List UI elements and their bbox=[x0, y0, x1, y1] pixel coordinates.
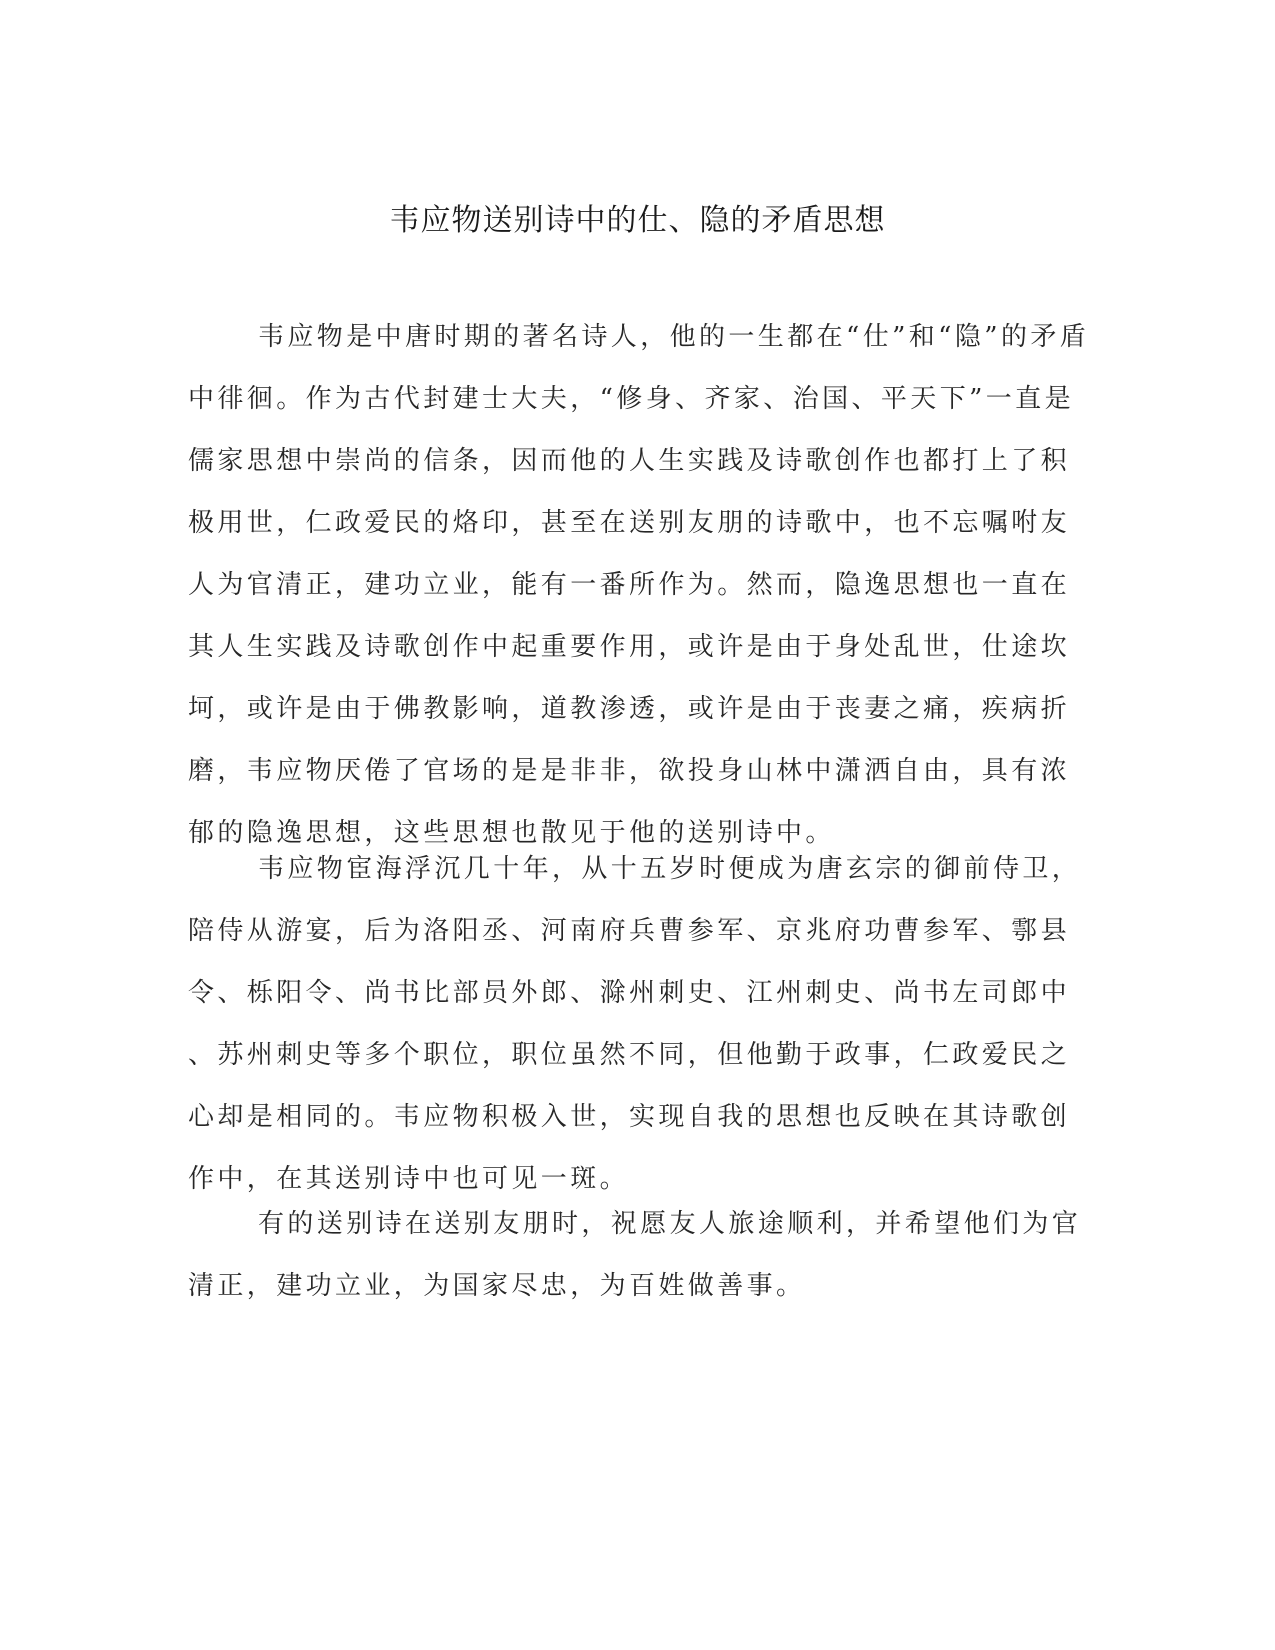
paragraph-line: 令、栎阳令、尚书比部员外郎、滁州刺史、江州刺史、尚书左司郎中 bbox=[188, 978, 1071, 1008]
paragraph-line: 韦应物宦海浮沉几十年，从十五岁时便成为唐玄宗的御前侍卫， bbox=[258, 854, 1082, 884]
paragraph-line: 作中，在其送别诗中也可见一斑。 bbox=[188, 1164, 630, 1194]
paragraph-line: 儒家思想中崇尚的信条，因而他的人生实践及诗歌创作也都打上了积 bbox=[188, 446, 1071, 476]
paragraph-line: 有的送别诗在送别友朋时，祝愿友人旅途顺利，并希望他们为官 bbox=[258, 1209, 1082, 1239]
paragraph-line: 郁的隐逸思想，这些思想也散见于他的送别诗中。 bbox=[188, 818, 835, 848]
paragraph-line: 坷，或许是由于佛教影响，道教渗透，或许是由于丧妻之痛，疾病折 bbox=[188, 694, 1071, 724]
paragraph-line: 陪侍从游宴，后为洛阳丞、河南府兵曹参军、京兆府功曹参军、鄠县 bbox=[188, 916, 1071, 946]
paragraph-line: 韦应物是中唐时期的著名诗人，他的一生都在“仕”和“隐”的矛盾 bbox=[258, 322, 1090, 352]
document-title: 韦应物送别诗中的仕、隐的矛盾思想 bbox=[389, 203, 886, 238]
paragraph-line: 心却是相同的。韦应物积极入世，实现自我的思想也反映在其诗歌创 bbox=[188, 1102, 1071, 1132]
paragraph-line: 人为官清正，建功立业，能有一番所作为。然而，隐逸思想也一直在 bbox=[188, 570, 1071, 600]
paragraph-line: 、苏州刺史等多个职位，职位虽然不同，但他勤于政事，仁政爱民之 bbox=[188, 1040, 1071, 1070]
body-paragraph-2 bbox=[188, 838, 1081, 1210]
body-paragraph-1 bbox=[188, 306, 1089, 864]
paragraph-line: 中徘徊。作为古代封建士大夫，“修身、齐家、治国、平天下”一直是 bbox=[188, 384, 1074, 414]
paragraph-line: 其人生实践及诗歌创作中起重要作用，或许是由于身处乱世，仕途坎 bbox=[188, 632, 1071, 662]
paragraph-line: 磨，韦应物厌倦了官场的是是非非，欲投身山林中潇洒自由，具有浓 bbox=[188, 756, 1071, 786]
paragraph-line: 清正，建功立业，为国家尽忠，为百姓做善事。 bbox=[188, 1271, 806, 1301]
paragraph-line: 极用世，仁政爱民的烙印，甚至在送别友朋的诗歌中，也不忘嘱咐友 bbox=[188, 508, 1071, 538]
body-paragraph-3 bbox=[188, 1193, 1081, 1317]
